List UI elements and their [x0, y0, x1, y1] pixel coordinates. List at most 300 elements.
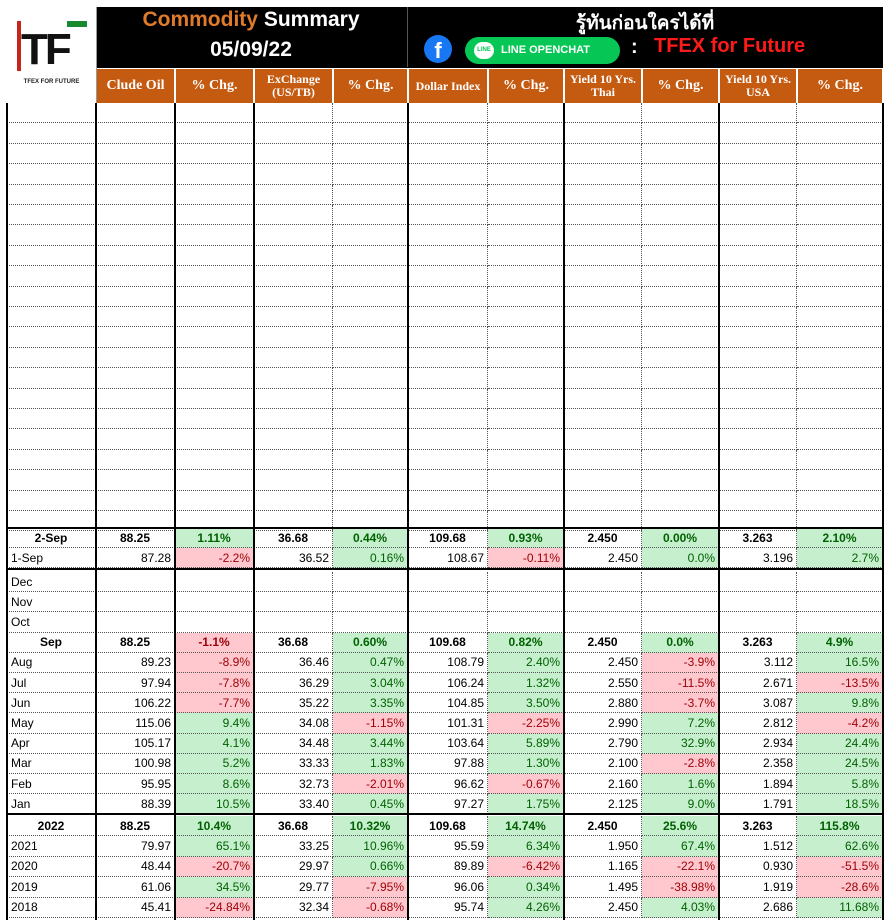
logo-mark: TF [21, 25, 69, 74]
empty-row-label [7, 491, 96, 511]
value-cell [564, 572, 642, 592]
value-cell: 105.17 [96, 734, 175, 754]
value-cell [719, 266, 797, 286]
change-cell [333, 307, 408, 327]
value-cell [254, 225, 333, 245]
column-header: % Chg. [489, 69, 563, 103]
change-cell [642, 287, 719, 307]
change-cell: 1.75% [488, 794, 564, 814]
change-cell [333, 450, 408, 470]
value-cell [719, 327, 797, 347]
change-cell [797, 592, 883, 612]
empty-row-label [7, 185, 96, 205]
column-divider [95, 103, 97, 920]
change-cell [175, 307, 254, 327]
change-cell: -6.42% [488, 857, 564, 877]
value-cell [408, 266, 488, 286]
value-cell [96, 123, 175, 143]
change-cell: -3.9% [642, 653, 719, 673]
title-summary: Summary [263, 8, 360, 31]
change-cell: 9.4% [175, 713, 254, 733]
value-cell [564, 287, 642, 307]
change-cell: -51.5% [797, 857, 883, 877]
value-cell [564, 246, 642, 266]
change-cell: 3.50% [488, 693, 564, 713]
value-cell [254, 612, 333, 632]
value-cell: 2.450 [564, 816, 642, 836]
change-cell [488, 389, 564, 409]
change-cell: 0.34% [488, 877, 564, 897]
value-cell: 109.68 [408, 633, 488, 653]
change-cell [175, 266, 254, 286]
change-cell: 1.32% [488, 673, 564, 693]
empty-row-label [7, 327, 96, 347]
change-cell: 3.35% [333, 693, 408, 713]
change-cell [488, 491, 564, 511]
change-cell: -2.8% [642, 754, 719, 774]
change-cell [488, 287, 564, 307]
change-cell [797, 491, 883, 511]
change-cell: 0.45% [333, 794, 408, 814]
value-cell [408, 572, 488, 592]
change-cell [175, 348, 254, 368]
change-cell [175, 470, 254, 490]
section-line [7, 527, 883, 529]
change-cell [333, 429, 408, 449]
value-cell: 2.450 [564, 633, 642, 653]
value-cell [254, 572, 333, 592]
change-cell [642, 470, 719, 490]
empty-row-label [7, 389, 96, 409]
value-cell [408, 246, 488, 266]
change-cell: -0.68% [333, 898, 408, 918]
value-cell [719, 592, 797, 612]
value-cell [254, 266, 333, 286]
value-cell [96, 103, 175, 123]
change-cell: 11.68% [797, 898, 883, 918]
value-cell: 36.68 [254, 633, 333, 653]
value-cell: 1.512 [719, 836, 797, 856]
empty-row-label [7, 144, 96, 164]
change-cell [333, 246, 408, 266]
column-header: % Chg. [176, 69, 253, 103]
change-cell: 18.5% [797, 794, 883, 814]
monthly-row-label: Sep [7, 633, 96, 653]
value-cell: 108.79 [408, 653, 488, 673]
value-cell [254, 144, 333, 164]
value-cell: 0.930 [719, 857, 797, 877]
value-cell: 89.89 [408, 857, 488, 877]
value-cell [96, 389, 175, 409]
header-divider [407, 7, 408, 67]
change-cell [642, 164, 719, 184]
change-cell: 10.96% [333, 836, 408, 856]
value-cell: 108.67 [408, 548, 488, 568]
monthly-row-label: Apr [7, 734, 96, 754]
monthly-row-label: Jul [7, 673, 96, 693]
column-header: % Chg. [643, 69, 718, 103]
page-title [96, 8, 406, 32]
change-cell [488, 164, 564, 184]
change-cell [175, 123, 254, 143]
line-openchat-button[interactable] [465, 37, 620, 64]
value-cell: 95.74 [408, 898, 488, 918]
change-cell [642, 572, 719, 592]
value-cell: 2.812 [719, 713, 797, 733]
value-cell: 1.495 [564, 877, 642, 897]
value-cell [408, 164, 488, 184]
change-cell [797, 123, 883, 143]
column-header: ExChange (US/TB) [255, 69, 332, 103]
value-cell [564, 327, 642, 347]
logo-subtitle: TFEX FOR FUTURE [23, 79, 80, 85]
monthly-row-label: Oct [7, 612, 96, 632]
value-cell [408, 368, 488, 388]
change-cell: -22.1% [642, 857, 719, 877]
change-cell [488, 103, 564, 123]
change-cell [642, 144, 719, 164]
value-cell: 2.450 [564, 653, 642, 673]
empty-row-label [7, 103, 96, 123]
change-cell: -11.5% [642, 673, 719, 693]
value-cell [719, 612, 797, 632]
change-cell [488, 246, 564, 266]
monthly-row-label: Jan [7, 794, 96, 814]
change-cell: 10.5% [175, 794, 254, 814]
value-cell [408, 225, 488, 245]
value-cell [96, 429, 175, 449]
value-cell [719, 409, 797, 429]
yearly-row-label: 2018 [7, 898, 96, 918]
empty-row-label [7, 246, 96, 266]
change-cell [333, 572, 408, 592]
report-date: 05/09/22 [210, 38, 292, 61]
change-cell [175, 185, 254, 205]
change-cell [333, 205, 408, 225]
value-cell [408, 389, 488, 409]
value-cell [254, 103, 333, 123]
change-cell [175, 246, 254, 266]
value-cell [254, 327, 333, 347]
value-cell [719, 572, 797, 592]
empty-row-label [7, 123, 96, 143]
column-header: % Chg. [334, 69, 407, 103]
value-cell: 97.88 [408, 754, 488, 774]
daily-row-label: 1-Sep [7, 548, 96, 568]
change-cell [175, 409, 254, 429]
value-cell: 101.31 [408, 713, 488, 733]
change-cell [642, 389, 719, 409]
value-cell: 2.450 [564, 528, 642, 548]
monthly-row-label: Feb [7, 774, 96, 794]
change-cell: 65.1% [175, 836, 254, 856]
change-cell [642, 307, 719, 327]
change-cell [333, 144, 408, 164]
change-cell [333, 592, 408, 612]
empty-row-label [7, 164, 96, 184]
monthly-row-label: Aug [7, 653, 96, 673]
value-cell: 34.48 [254, 734, 333, 754]
change-cell [175, 205, 254, 225]
change-cell [333, 327, 408, 347]
change-cell [333, 164, 408, 184]
value-cell: 36.29 [254, 673, 333, 693]
change-cell [797, 612, 883, 632]
change-cell [488, 429, 564, 449]
value-cell [254, 409, 333, 429]
value-cell [564, 612, 642, 632]
change-cell [797, 103, 883, 123]
value-cell [564, 205, 642, 225]
change-cell [797, 429, 883, 449]
change-cell [175, 491, 254, 511]
value-cell [254, 470, 333, 490]
value-cell: 2.686 [719, 898, 797, 918]
change-cell: 0.82% [488, 633, 564, 653]
value-cell [96, 327, 175, 347]
value-cell [564, 103, 642, 123]
change-cell: -0.11% [488, 548, 564, 568]
change-cell [333, 409, 408, 429]
value-cell [254, 185, 333, 205]
value-cell [96, 572, 175, 592]
value-cell [408, 185, 488, 205]
change-cell: 0.93% [488, 528, 564, 548]
change-cell [175, 572, 254, 592]
change-cell [642, 368, 719, 388]
change-cell [175, 103, 254, 123]
value-cell [564, 389, 642, 409]
value-cell: 2.450 [564, 898, 642, 918]
line-openchat-label: LINE OPENCHAT [501, 44, 591, 56]
value-cell: 96.06 [408, 877, 488, 897]
value-cell: 36.46 [254, 653, 333, 673]
monthly-row-label: May [7, 713, 96, 733]
change-cell: -4.2% [797, 713, 883, 733]
value-cell [564, 185, 642, 205]
value-cell [564, 144, 642, 164]
change-cell [333, 103, 408, 123]
change-cell: -7.95% [333, 877, 408, 897]
empty-row-label [7, 409, 96, 429]
value-cell: 61.06 [96, 877, 175, 897]
change-cell: 3.44% [333, 734, 408, 754]
table-left-border [6, 103, 8, 920]
change-cell: -7.7% [175, 693, 254, 713]
change-cell: 34.5% [175, 877, 254, 897]
change-cell: -28.6% [797, 877, 883, 897]
change-cell: 5.8% [797, 774, 883, 794]
change-cell [797, 164, 883, 184]
value-cell: 1.950 [564, 836, 642, 856]
value-cell: 1.791 [719, 794, 797, 814]
change-cell [488, 348, 564, 368]
change-cell: 4.1% [175, 734, 254, 754]
facebook-icon[interactable]: f [424, 35, 452, 63]
column-divider [407, 103, 409, 920]
value-cell [96, 470, 175, 490]
value-cell [564, 164, 642, 184]
value-cell [254, 246, 333, 266]
change-cell: 10.32% [333, 816, 408, 836]
change-cell: 4.9% [797, 633, 883, 653]
value-cell: 106.24 [408, 673, 488, 693]
value-cell [719, 491, 797, 511]
change-cell [642, 225, 719, 245]
value-cell: 104.85 [408, 693, 488, 713]
empty-row-label [7, 307, 96, 327]
yearly-row-label: 2020 [7, 857, 96, 877]
value-cell [719, 429, 797, 449]
change-cell [797, 450, 883, 470]
change-cell [488, 470, 564, 490]
empty-row-label [7, 470, 96, 490]
change-cell: 0.47% [333, 653, 408, 673]
change-cell [642, 103, 719, 123]
change-cell [175, 592, 254, 612]
value-cell: 1.165 [564, 857, 642, 877]
value-cell [564, 470, 642, 490]
value-cell: 3.196 [719, 548, 797, 568]
change-cell [488, 450, 564, 470]
change-cell [333, 368, 408, 388]
value-cell: 3.263 [719, 816, 797, 836]
value-cell [719, 225, 797, 245]
change-cell [333, 612, 408, 632]
value-cell: 48.44 [96, 857, 175, 877]
change-cell [797, 205, 883, 225]
value-cell [96, 348, 175, 368]
change-cell: -20.7% [175, 857, 254, 877]
value-cell: 2.934 [719, 734, 797, 754]
value-cell [408, 592, 488, 612]
value-cell: 3.263 [719, 528, 797, 548]
value-cell [254, 491, 333, 511]
change-cell: 5.89% [488, 734, 564, 754]
value-cell [96, 246, 175, 266]
section-line [7, 813, 883, 815]
empty-row-label [7, 450, 96, 470]
change-cell [642, 246, 719, 266]
change-cell [488, 592, 564, 612]
change-cell [488, 205, 564, 225]
value-cell: 2.790 [564, 734, 642, 754]
change-cell [488, 572, 564, 592]
value-cell [564, 429, 642, 449]
value-cell [254, 389, 333, 409]
section-line [7, 568, 883, 570]
column-divider [174, 103, 176, 920]
change-cell [488, 225, 564, 245]
change-cell: 14.74% [488, 816, 564, 836]
change-cell: -2.25% [488, 713, 564, 733]
value-cell: 106.22 [96, 693, 175, 713]
column-divider [253, 103, 255, 920]
value-cell [564, 409, 642, 429]
separator-colon: : [631, 36, 638, 58]
value-cell [254, 592, 333, 612]
change-cell [333, 287, 408, 307]
change-cell [797, 470, 883, 490]
value-cell: 2.100 [564, 754, 642, 774]
value-cell [254, 205, 333, 225]
change-cell [175, 450, 254, 470]
change-cell: 6.34% [488, 836, 564, 856]
value-cell [254, 164, 333, 184]
value-cell: 109.68 [408, 816, 488, 836]
value-cell [96, 225, 175, 245]
thai-slogan: รู้ทันก่อนใครได้ที่ [575, 12, 715, 34]
value-cell: 35.22 [254, 693, 333, 713]
yearly-row-label: 2021 [7, 836, 96, 856]
value-cell: 32.34 [254, 898, 333, 918]
change-cell: 0.16% [333, 548, 408, 568]
empty-row-label [7, 225, 96, 245]
value-cell [719, 307, 797, 327]
value-cell [96, 491, 175, 511]
change-cell: 2.10% [797, 528, 883, 548]
value-cell: 88.39 [96, 794, 175, 814]
value-cell [719, 368, 797, 388]
value-cell: 97.94 [96, 673, 175, 693]
value-cell: 33.40 [254, 794, 333, 814]
value-cell: 2.550 [564, 673, 642, 693]
empty-row-label [7, 205, 96, 225]
change-cell [797, 225, 883, 245]
value-cell: 34.08 [254, 713, 333, 733]
change-cell: 1.30% [488, 754, 564, 774]
change-cell: 62.6% [797, 836, 883, 856]
change-cell [642, 327, 719, 347]
monthly-row-label: Nov [7, 592, 96, 612]
change-cell: 4.03% [642, 898, 719, 918]
value-cell: 36.68 [254, 816, 333, 836]
value-cell: 2.358 [719, 754, 797, 774]
change-cell: 8.6% [175, 774, 254, 794]
value-cell [564, 307, 642, 327]
column-header: Yield 10 Yrs. Thai [565, 69, 641, 103]
empty-row-label [7, 368, 96, 388]
daily-row-label: 2-Sep [7, 528, 96, 548]
change-cell [175, 225, 254, 245]
column-header: Yield 10 Yrs. USA [720, 69, 796, 103]
value-cell [719, 348, 797, 368]
value-cell [96, 450, 175, 470]
change-cell: -0.67% [488, 774, 564, 794]
change-cell [175, 327, 254, 347]
value-cell [408, 470, 488, 490]
monthly-row-label: Mar [7, 754, 96, 774]
value-cell: 36.68 [254, 528, 333, 548]
yearly-row-label: 2022 [7, 816, 96, 836]
value-cell [408, 103, 488, 123]
value-cell [564, 225, 642, 245]
change-cell [175, 368, 254, 388]
column-divider [882, 103, 884, 920]
value-cell [96, 368, 175, 388]
value-cell [408, 327, 488, 347]
value-cell [564, 266, 642, 286]
value-cell: 2.671 [719, 673, 797, 693]
value-cell: 36.52 [254, 548, 333, 568]
value-cell: 2.880 [564, 693, 642, 713]
monthly-row-label: Jun [7, 693, 96, 713]
value-cell [254, 450, 333, 470]
value-cell [408, 450, 488, 470]
value-cell [96, 266, 175, 286]
value-cell: 103.64 [408, 734, 488, 754]
change-cell: 0.0% [642, 548, 719, 568]
